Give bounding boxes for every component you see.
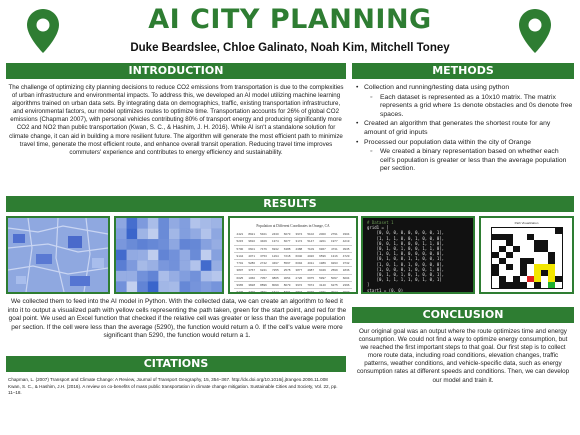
table-cell: 6745 [234, 289, 246, 294]
table-cell: 2000 [317, 231, 329, 238]
table-cell: 9293 [328, 260, 340, 267]
table-cell: 1977 [328, 238, 340, 245]
heatmap-cell [201, 250, 212, 261]
citation-item: Chapman, L. (2007) Transport and Climate Change: A Review, Journal of Transport Geography, 15, 354–367. http://dx.doi.org/10.1016/j.jtrangeo.2006.11.008 [8, 377, 328, 382]
table-cell: 3935 [340, 246, 352, 253]
table-cell: 6221 [258, 267, 270, 274]
heatmap-cell [169, 260, 180, 271]
heatmap-cell [190, 281, 201, 292]
table-cell: 9810 [246, 238, 258, 245]
code-line: start1 = (0, 0) [367, 287, 404, 293]
table-cell: 4071 [246, 253, 258, 260]
table-cell: 3767 [246, 267, 258, 274]
table-cell: 6049 [317, 267, 329, 274]
table-cell: 3828 [246, 282, 258, 289]
heatmap-cell [127, 229, 138, 240]
code-line: [0, 1, 0, 1, 0, 1, 0, 0, 1], [367, 272, 445, 278]
path-visualization-title: Path Visualization [514, 221, 539, 225]
table-cell: 3732 [340, 260, 352, 267]
table-cell: 8701 [281, 289, 293, 294]
table-cell: 7290 [246, 289, 258, 294]
table-cell: 6040 [293, 253, 305, 260]
maze-cell [492, 282, 499, 288]
table-cell: 4020 [305, 253, 317, 260]
heatmap-cell [158, 250, 169, 261]
heatmap-cell [116, 250, 127, 261]
heatmap-cell [116, 239, 127, 250]
citations-heading: CITATIONS [6, 356, 346, 372]
methods-item: ◦ Each dataset is represented as a 10x10 matrix. The matrix represents a grid where 1s denote obstacles and 0s denote free spaces. [356, 94, 574, 120]
table-cell: 1060 [246, 275, 258, 282]
table-cell: 9805 [269, 275, 281, 282]
code-line: ] [367, 282, 370, 288]
heatmap-cell [127, 218, 138, 229]
table-cell: 6004 [340, 275, 352, 282]
heatmap-cell [180, 229, 191, 240]
table-cell: 5401 [258, 231, 270, 238]
table-cell: 6596 [317, 253, 329, 260]
heatmap-cell [190, 260, 201, 271]
table-cell: 2396 [340, 282, 352, 289]
heatmap-cell [169, 250, 180, 261]
table-cell: 1614 [269, 289, 281, 294]
heatmap-cell [169, 229, 180, 240]
table-cell: 6932 [269, 246, 281, 253]
heatmap-cell [169, 239, 180, 250]
heatmap-cell [190, 239, 201, 250]
table-cell: 5215 [234, 238, 246, 245]
code-line: [0, 0, 1, 0, 0, 0, 1, 1, 0], [367, 240, 445, 246]
code-snippet-image [361, 216, 475, 294]
heatmap-cell [201, 218, 212, 229]
table-cell: 5102 [305, 231, 317, 238]
table-cell: 7003 [340, 289, 352, 294]
table-cell: 4011 [305, 260, 317, 267]
table-cell: 7691 [258, 289, 270, 294]
heatmap-cell [201, 271, 212, 282]
table-cell: 7218 [281, 253, 293, 260]
heatmap-cell [169, 271, 180, 282]
table-cell: 2599 [328, 267, 340, 274]
heatmap-cell [116, 229, 127, 240]
heatmap-cell [201, 281, 212, 292]
heatmap-cell [169, 218, 180, 229]
table-cell: 1294 [269, 253, 281, 260]
heatmap-cell [137, 260, 148, 271]
table-cell: 8896 [258, 282, 270, 289]
table-cell: 4421 [234, 231, 246, 238]
code-line: [1, 0, 0, 0, 1, 0, 0, 1, 0], [367, 266, 445, 272]
code-line: [0, 1, 0, 0, 1, 1, 0, 0, 1], [367, 256, 445, 262]
heatmap-cell [180, 271, 191, 282]
table-cell: 8921 [246, 231, 258, 238]
heatmap-cell [127, 250, 138, 261]
heatmap-cell [148, 250, 159, 261]
maze-cell [541, 282, 548, 288]
methods-item: • Created an algorithm that generates the shortest route for any amount of grid inputs [356, 120, 574, 137]
table-cell: 5147 [305, 238, 317, 245]
heatmap-cell [116, 281, 127, 292]
population-map-image [6, 216, 110, 294]
heatmap-cell [158, 271, 169, 282]
introduction-body: The challenge of optimizing city planning decisions to reduce CO2 emissions from transportation is due to the complexities of urban infrastructure and environmental impacts. To address this, we developed an AI model utilizing machine learning algorithms trained on urban data sets. By integrating data on demographics, traffic, existing transportation infrastructure, and environmental factors, our model optimizes routes to optimize time. Transportation accounts for 26% of global CO2 emissions (Chapman 2007), with personal vehicles contributing 80% of transport energy and producing significantly more CO2 and NO2 than public transportation (Kwan, S. C., & Hashim, J. H. 2016). While AI isn't a standalone solution for climate change, it can aid in building a more resilient future. The algorithm will generate the most efficient path to minimize travel time, generate the most efficient route, and enhance overall transit operation. Reducing travel time improves commuters' experience and contributes to energy efficiency and sustainability. [8, 84, 344, 156]
table-cell: 2578 [281, 267, 293, 274]
population-table-image [228, 216, 358, 294]
maze-cell [499, 282, 506, 288]
heatmap-cell [211, 250, 222, 261]
table-cell: 4201 [317, 238, 329, 245]
heatmap-cell [127, 281, 138, 292]
maze-cell [555, 282, 562, 288]
table-cell: 2726 [293, 275, 305, 282]
heatmap-cell [211, 281, 222, 292]
heatmap-cell [148, 271, 159, 282]
heatmap-cell [137, 218, 148, 229]
heatmap-cell [211, 218, 222, 229]
heatmap-cell [190, 271, 201, 282]
heatmap-cell [180, 281, 191, 292]
heatmap-cell [148, 218, 159, 229]
table-cell: 6677 [281, 238, 293, 245]
poster-title: AI CITY PLANNING [148, 4, 432, 35]
heatmap-cell [190, 218, 201, 229]
results-body: We collected them to feed into the AI model in Python. With the collected data, we can create an algorithm to feed it into it to output a visualized path with yellow cells representing the path taken, green for the start point, and red for the goal point. We used an Excel function that checked if the relative cell was greater or less than the average population per section. If the cell were less than the average (5290), the function would return a 0. If the cell's value were more significant than 5290, the function would return a 1. [7, 298, 347, 339]
table-cell: 1989 [317, 260, 329, 267]
code-line: [0, 0, 0, 0, 0, 0, 0, 0, 1], [367, 230, 445, 236]
methods-heading: METHODS [352, 63, 574, 79]
table-cell: 2742 [258, 260, 270, 267]
author-list: Duke Beardslee, Chloe Galinato, Noah Kim, Mitchell Toney [130, 42, 450, 54]
table-cell: 3497 [269, 260, 281, 267]
table-cell: 1836 [340, 267, 352, 274]
heatmap-cell [169, 281, 180, 292]
heatmap-cell [211, 229, 222, 240]
table-cell: 3409 [258, 238, 270, 245]
table-cell: 3847 [293, 289, 305, 294]
table-cell: 6975 [305, 275, 317, 282]
heatmap-cell [211, 239, 222, 250]
heatmap-cell [158, 281, 169, 292]
code-line: [0, 1, 1, 1, 1, 0, 1, 0, 1] [367, 277, 442, 283]
table-cell: 8079 [281, 282, 293, 289]
table-cell: 3807 [234, 267, 246, 274]
table-cell: 4729 [340, 253, 352, 260]
citation-item: Kwan, S. C., & Hashim, J.H. (2016). A review on co-benefits of mass public transportation in climate change mitigation. Sustainable Cities and Society, Vol. 22, pp. 11–18. [8, 384, 338, 396]
table-cell: 3054 [281, 275, 293, 282]
heatmap-cell [127, 271, 138, 282]
table-cell: 6601 [246, 246, 258, 253]
heatmap-cell [190, 250, 201, 261]
table-cell: 1316 [328, 253, 340, 260]
table-cell: 5076 [305, 289, 317, 294]
table-cell: 6673 [281, 231, 293, 238]
heatmap-cell [180, 260, 191, 271]
methods-list [356, 84, 574, 175]
table-cell: 5700 [234, 246, 246, 253]
table-cell: 3304 [340, 231, 352, 238]
code-line: grid1 = [ [367, 225, 389, 231]
heatmap-cell [127, 260, 138, 271]
heatmap-cell [158, 260, 169, 271]
heatmap-cell [180, 250, 191, 261]
heatmap-cell [116, 260, 127, 271]
heatmap-cell [148, 260, 159, 271]
introduction-heading: INTRODUCTION [6, 63, 346, 79]
table-cell: 1374 [269, 238, 281, 245]
heatmap-cell [201, 239, 212, 250]
heatmap-cell [137, 250, 148, 261]
table-cell: 7701 [234, 260, 246, 267]
table-cell: 7057 [258, 275, 270, 282]
heatmap-cell [201, 229, 212, 240]
conclusion-body: Our original goal was an output where the route optimizes time and energy consumption. We could not find a way to optimize energy consumption, but we reached the first important steps to that goal. Our first step is to collect more route data, including road conditions, elevation changes, traffic patterns, weather conditions, and vehicle-specific data, such as energy consumption rates at different speeds and conditions. Then, we can develop our model and train it. [356, 328, 570, 384]
maze-cell [548, 282, 555, 288]
table-cell: 4388 [293, 246, 305, 253]
heatmap-cell [211, 260, 222, 271]
code-line: # Dataset 1 [367, 220, 394, 225]
table-cell: 3753 [258, 253, 270, 260]
heatmap-cell [148, 281, 159, 292]
code-line: [1, 0, 1, 0, 0, 0, 0, 0, 0], [367, 251, 445, 257]
code-line: [1, 1, 1, 0, 0, 1, 0, 0, 0], [367, 235, 445, 241]
table-cell: 3174 [293, 238, 305, 245]
population-table-title: Population at Different Coordinates in Orange, CA [256, 224, 330, 228]
heatmap-cell [180, 239, 191, 250]
heatmap-cell [211, 271, 222, 282]
table-cell: 4219 [340, 238, 352, 245]
maze-cell [527, 282, 534, 288]
heatmap-cell [201, 260, 212, 271]
table-cell: 3974 [293, 231, 305, 238]
heatmap-cell [137, 229, 148, 240]
table-cell: 3140 [317, 282, 329, 289]
code-line: [1, 0, 1, 0, 1, 0, 0, 0, 0], [367, 261, 445, 267]
maze-cell [520, 282, 527, 288]
table-cell: 6094 [293, 260, 305, 267]
table-cell: 4731 [328, 246, 340, 253]
table-cell: 9144 [234, 253, 246, 260]
heatmap-cell [137, 271, 148, 282]
methods-item: • Processed our population data within the city of Orange [356, 139, 574, 148]
table-cell: 5597 [281, 260, 293, 267]
table-cell: 7974 [305, 282, 317, 289]
table-cell: 8099 [269, 282, 281, 289]
heatmap-cell [116, 271, 127, 282]
table-cell: 3877 [293, 267, 305, 274]
heatmap-cell [180, 218, 191, 229]
heatmap-cell [158, 229, 169, 240]
code-line [367, 293, 469, 294]
methods-item: • Collection and running/testing data using python [356, 84, 574, 93]
binned-heatmap-image [114, 216, 224, 294]
table-cell: 9965 [234, 282, 246, 289]
table-cell: 7476 [258, 246, 270, 253]
table-cell: 3014 [328, 289, 340, 294]
table-cell: 7109 [305, 246, 317, 253]
table-cell: 2791 [328, 231, 340, 238]
heatmap-cell [190, 229, 201, 240]
heatmap-cell [148, 239, 159, 250]
code-line: [0, 1, 0, 1, 0, 0, 1, 1, 0], [367, 246, 445, 252]
maze-cell [513, 282, 520, 288]
table-cell: 6388 [281, 246, 293, 253]
heatmap-cell [116, 218, 127, 229]
heatmap-cell [137, 281, 148, 292]
heatmap-cell [127, 239, 138, 250]
maze-cell [506, 282, 513, 288]
table-cell: 5097 [328, 275, 340, 282]
table-cell: 6967 [317, 246, 329, 253]
table-cell: 2430 [269, 231, 281, 238]
table-cell: 4987 [305, 267, 317, 274]
citations-list [8, 377, 346, 398]
heatmap-cell [158, 218, 169, 229]
table-cell: 6275 [328, 282, 340, 289]
heatmap-cell [148, 229, 159, 240]
table-cell: 7255 [269, 267, 281, 274]
table-cell: 1931 [317, 289, 329, 294]
methods-item: ◦ We created a binary representation based on whether each cell's population is greater or less than the average population per section. [356, 148, 574, 174]
table-cell: 6025 [234, 275, 246, 282]
path-visualization-image [479, 216, 574, 294]
heatmap-cell [137, 239, 148, 250]
conclusion-heading: CONCLUSION [352, 307, 574, 323]
table-cell: 3972 [293, 282, 305, 289]
maze-cell [534, 282, 541, 288]
table-cell: 5286 [246, 260, 258, 267]
table-cell: 5997 [317, 275, 329, 282]
results-heading: RESULTS [6, 196, 574, 212]
heatmap-cell [158, 239, 169, 250]
